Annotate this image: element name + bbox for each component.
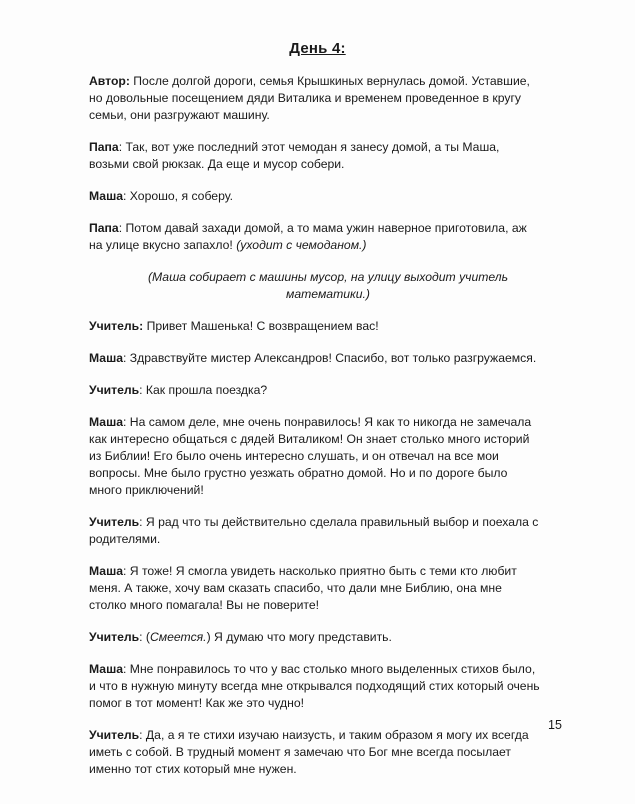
speaker-name: Папа (89, 221, 119, 235)
stage-direction: (Маша собирает с машины мусор, на улицу выходит учитель математики.) (147, 270, 509, 301)
dialogue-text: : Мне понравилось то что у вас столько много выделенных стихов было, и что в нужную минуту всегда мне открывался подходящий стих который очень помог в тот момент! Как же это чудно! (89, 662, 540, 710)
speaker-name: Маша (89, 189, 124, 203)
dialogue-paragraph (89, 139, 541, 173)
speaker-name: Учитель (89, 383, 140, 397)
stage-direction-inline: (уходит с чемоданом.) (236, 238, 367, 252)
script-body (89, 73, 541, 793)
dialogue-text: : Я тоже! Я смогла увидеть насколько приятно быть с теми кто любит меня. А также, хочу вам сказать спасибо, что дали мне Библию, она мне столко много помагала! Вы не поверите! (89, 564, 517, 612)
dialogue-paragraph (89, 220, 541, 254)
speaker-name: Автор: (89, 74, 130, 88)
dialogue-paragraph (89, 73, 541, 124)
dialogue-paragraph (89, 514, 541, 548)
stage-direction-inline: Смеется. (149, 630, 207, 644)
dialogue-text: : Здравствуйте мистер Александров! Спасибо, вот только разгружаемся. (123, 351, 537, 365)
speaker-name: Учитель (89, 728, 140, 742)
speaker-name: Маша (89, 415, 124, 429)
speaker-name: Папа (89, 140, 119, 154)
dialogue-paragraph (89, 350, 541, 367)
speaker-name: Учитель: (89, 319, 144, 333)
dialogue-text: : Я рад что ты действительно сделала правильный выбор и поехала с родителями. (89, 515, 539, 546)
dialogue-text: : Потом давай захади домой, а то мама ужин наверное приготовила, аж на улице вкусно запахло! (89, 221, 527, 252)
dialogue-text: ) Я думаю что могу представить. (206, 630, 392, 644)
speaker-name: Маша (89, 351, 124, 365)
dialogue-paragraph (89, 382, 541, 399)
dialogue-paragraph (89, 318, 541, 335)
dialogue-text: После долгой дороги, семья Крышкиных вернулась домой. Уставшие, но довольные посещением дяди Виталика и временем проведенное в кругу семьи, они разгружают машину. (89, 74, 530, 122)
dialogue-paragraph (89, 629, 541, 646)
speaker-name: Учитель (89, 515, 140, 529)
page-number: 15 (548, 718, 562, 732)
page-title: День 4: (289, 40, 346, 57)
dialogue-text: : Да, а я те стихи изучаю наизусть, и таким образом я могу их всегда иметь с собой. В трудный момент я замечаю что Бог мне всегда посылает именно тот стих который мне нужен. (89, 728, 529, 776)
dialogue-text: : Хорошо, я соберу. (123, 189, 233, 203)
dialogue-text: : Так, вот уже последний этот чемодан я занесу домой, а ты Маша, возьми свой рюкзак. Да еще и мусор собери. (89, 140, 500, 171)
dialogue-paragraph (89, 727, 541, 778)
dialogue-paragraph (89, 188, 541, 205)
dialogue-paragraph (89, 661, 541, 712)
dialogue-text: : Как прошла поездка? (139, 383, 268, 397)
dialogue-text: : На самом деле, мне очень понравилось! Я как то никогда не замечала как интересно общаться с дядей Виталиком! Он знает столько много историй из Библии! Его было очень интересно слушать, и он отвечал на все мои вопросы. Мне было грустно уезжать обратно домой. Но и по дороге было много приключений! (89, 415, 532, 497)
speaker-name: Маша (89, 564, 124, 578)
speaker-name: Маша (89, 662, 124, 676)
speaker-name: Учитель (89, 630, 140, 644)
dialogue-paragraph (89, 414, 541, 499)
dialogue-text: Привет Машенька! С возвращением вас! (143, 319, 379, 333)
dialogue-paragraph (89, 563, 541, 614)
dialogue-text-prefix: : ( (139, 630, 150, 644)
